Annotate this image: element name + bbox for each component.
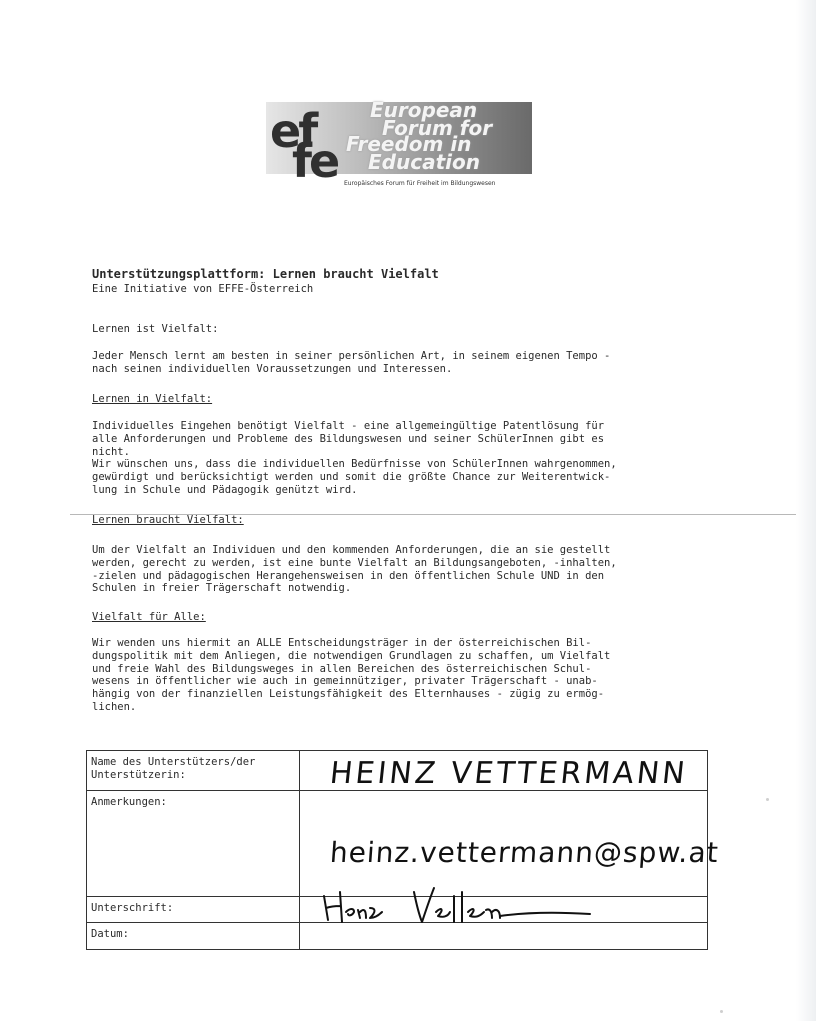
section-body-2: Individuelles Eingehen benötigt Vielfalt - eine allgemeingültige Patentlösung für alle Anforderungen und Probleme des Bildungswesen und seiner SchülerInnen gibt es nicht. Wir wünschen uns, dass die individuellen Bedürfnisse von SchülerInnen wahrgenommen, gewürdigt und berücksichtigt werden und somit die größte Chance zur Weiterentwick- lung in Schule und Pädagogik genützt wird. — [92, 420, 617, 496]
scan-speck — [766, 798, 769, 801]
scan-edge-shadow — [796, 0, 816, 1021]
document-title: Unterstützungsplattform: Lernen braucht Vielfalt — [92, 267, 439, 281]
date-label: Datum: — [91, 928, 129, 940]
logo-tagline: Europäisches Forum für Freiheit im Bildungswesen — [344, 180, 496, 187]
section-heading-3: Lernen braucht Vielfalt: — [92, 514, 244, 526]
section-heading-2: Lernen in Vielfalt: — [92, 393, 213, 405]
handwritten-signature[interactable] — [318, 882, 598, 932]
section-body-3: Um der Vielfalt an Individuen und den kommenden Anforderungen, die an sie gestellt werden, gerecht zu werden, ist eine bunte Vielfalt an Bildungsangeboten, -inhalten, -zielen und pädagogischen Herangehensweisen in den öffentlichen Schule UND in den Schulen in freier Trägerschaft notwendig. — [92, 544, 617, 595]
handwritten-email[interactable]: heinz.vettermann@spw.at — [328, 836, 720, 869]
document-subtitle: Eine Initiative von EFFE-Österreich — [92, 283, 314, 295]
section-heading-4: Vielfalt für Alle: — [92, 611, 206, 623]
section-body-4: Wir wenden uns hiermit an ALLE Entscheidungsträger in der österreichischen Bil- dungspolitik mit dem Anliegen, die notwendigen Grundlagen zu schaffen, um Vielfalt und freie Wahl des Bildungsweges in allen Bereichen des österreichischen Schul- wesens in öffentlicher wie auch in gemeinnütziger, privater Trägerschaft - unab- hängig von der finanziellen Leistungsfähigkeit des Elternhauses - zügig zu ermög- lichen. — [92, 637, 611, 713]
logo-word-2: Forum for — [382, 116, 493, 140]
scan-speck — [720, 1010, 723, 1013]
effe-logo — [262, 88, 534, 196]
logo-word-3: Freedom in — [346, 132, 472, 156]
logo-letters-fe: fe — [292, 134, 338, 188]
logo-word-1: European — [370, 98, 478, 122]
logo-letters-ef: ef — [270, 104, 316, 158]
section-heading-1: Lernen ist Vielfalt: — [92, 323, 219, 335]
signature-label: Unterschrift: — [91, 902, 174, 914]
logo-word-4: Education — [368, 150, 480, 174]
remarks-label: Anmerkungen: — [91, 796, 167, 808]
handwritten-name[interactable]: HEINZ VETTERMANN — [328, 756, 690, 791]
form-column-divider — [299, 751, 300, 949]
section-body-1: Jeder Mensch lernt am besten in seiner persönlichen Art, in seinem eigenen Tempo - nach seinen individuellen Voraussetzungen und Interessen. — [92, 350, 611, 375]
name-label: Name des Unterstützers/der Unterstützerin: — [91, 756, 256, 781]
